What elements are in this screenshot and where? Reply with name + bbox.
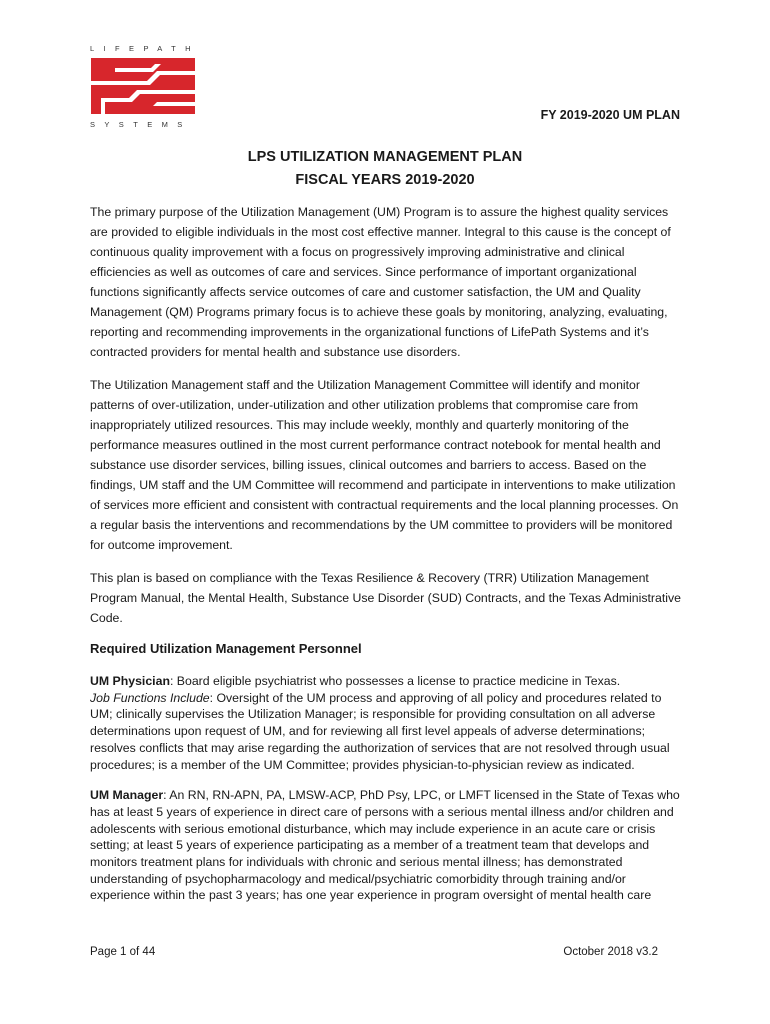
um-manager-block — [90, 787, 685, 904]
logo-mark-icon — [91, 58, 195, 114]
um-physician-term: UM Physician — [90, 674, 170, 688]
job-functions-label: Job Functions Include — [90, 690, 210, 705]
um-manager-term: UM Manager — [90, 788, 164, 803]
page-footer — [90, 946, 658, 958]
um-physician-block — [90, 673, 685, 773]
um-manager-definition: : An RN, RN-APN, PA, LMSW-ACP, PhD Psy, LPC, or LMFT licensed in the State of Texas who has at least 5 years of experience in direct care of persons with a serious mental illness and/or children and adolescents with serious emotional disturbance, which may include experience in an acute care or crisis setting; at least 5 years of experience participating as a member of a treatment team that develops and monitors treatment plans for individuals with chronic and serious mental illness; has demonstrated understanding of psychopharmacology and medical/psychiatric comorbidity through training and/or experience within the past 3 years; has one year experience in program oversight of mental health care — [90, 788, 680, 903]
logo-top-text: LIFEPATH — [90, 44, 200, 53]
job-functions-text: : Oversight of the UM process and approving of all policy and procedures related to UM; clinically supervises the Utilization Manager; is responsible for providing consultation on all adverse determinations upon request of UM, and for reviewing all first level appeals of adverse determinations; resolves conflicts that may arise regarding the authorization of services that are not resolved through usual procedures; is a member of the UM Committee; provides physician-to-physician review as indicated. — [90, 690, 670, 772]
document-version: October 2018 v3.2 — [563, 946, 658, 958]
document-title — [0, 146, 770, 192]
um-physician-definition: : Board eligible psychiatrist who possesses a license to practice medicine in Texas. — [169, 674, 621, 688]
section-heading: Required Utilization Management Personnel — [90, 641, 362, 656]
title-line-2: FISCAL YEARS 2019-2020 — [295, 172, 475, 188]
lifepath-logo — [90, 44, 198, 129]
page-number: Page 1 of 44 — [90, 946, 156, 958]
logo-bottom-text: SYSTEMS — [90, 120, 192, 129]
plan-tag: FY 2019-2020 UM PLAN — [540, 108, 680, 122]
title-line-1: LPS UTILIZATION MANAGEMENT PLAN — [247, 149, 523, 165]
paragraph-compliance: This plan is based on compliance with the Texas Resilience & Recovery (TRR) Utilization Management Program Manual, the Mental Health, Substance Use Disorder (SUD) Contracts, and the Texas Administrative Code. — [90, 571, 681, 625]
paragraph-purpose: The primary purpose of the Utilization Management (UM) Program is to assure the highest quality services are provided to eligible individuals in the most cost effective manner. Integral to this cause is the concept of continuous quality improvement with a focus on progressively improving administrative and clinical efficiencies as well as outcomes of care and services. Since performance of important organizational functions significantly affects service outcomes of care and customer satisfaction, the UM and Quality Management (QM) Programs primary focus is to achieve these goals by monitoring, analyzing, evaluating, reporting and recommending improvements in the organizational functions of LifePath Systems and it’s contracted providers for mental health and substance use disorders. — [90, 205, 671, 359]
paragraph-staff: The Utilization Management staff and the Utilization Management Committee will identify and monitor patterns of over-utilization, under-utilization and other utilization problems that compromise care from inappropriately utilized resources. This may include weekly, monthly and quarterly monitoring of the performance measures outlined in the most current performance contract notebook for mental health and substance use disorder services, billing issues, clinical outcomes and barriers to access. Based on the findings, UM staff and the UM Committee will recommend and participate in interventions to make utilization of services more efficient and consistent with contractual requirements and the local planning processes. On a regular basis the interventions and recommendations by the UM committee to providers will be monitored for outcome improvement. — [90, 378, 679, 552]
document-body — [90, 202, 685, 918]
